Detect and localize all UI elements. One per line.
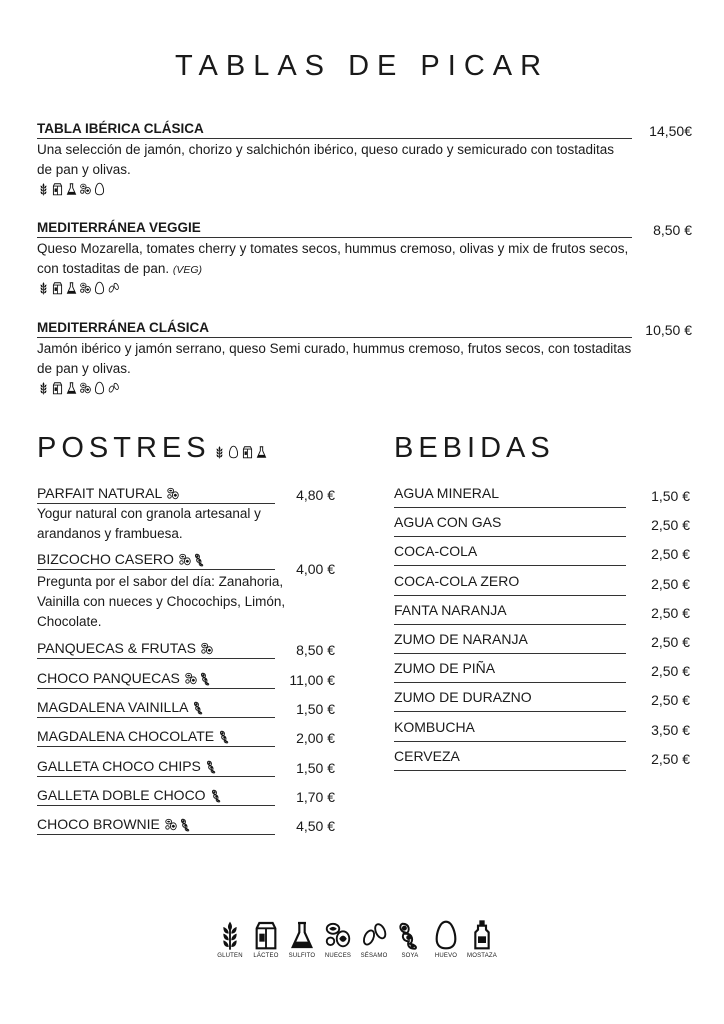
postre-name-line (37, 550, 275, 570)
sulfito-icon (65, 182, 78, 196)
legend-item (356, 917, 392, 959)
postre-name-line (37, 757, 275, 777)
nueces-icon (178, 552, 192, 567)
bebida-name-line (394, 688, 626, 712)
bebida-name-line (394, 601, 626, 625)
bebida-price: 2,50 € (651, 517, 690, 534)
legend-item (428, 917, 464, 959)
legend-label: LÁCTEO (253, 953, 279, 959)
tabla-item (37, 219, 692, 296)
postre-name: MAGDALENA CHOCOLATE (37, 728, 215, 744)
tabla-allergen-icons (37, 380, 692, 396)
bebida-name: ZUMO DE PIÑA (394, 660, 496, 677)
sulfito-icon (287, 919, 317, 951)
postre-price: 1,50 € (296, 701, 335, 717)
gluten-icon (37, 381, 50, 395)
tabla-price: 14,50€ (649, 123, 692, 139)
postre-name-line (37, 727, 275, 747)
bebida-name: AGUA MINERAL (394, 485, 500, 501)
legend-item (464, 917, 500, 959)
soya-icon (199, 671, 213, 686)
postre-name: MAGDALENA VAINILLA (37, 699, 189, 715)
tabla-desc-text: Una selección de jamón, chorizo y salchichón ibérico, queso curado y semicurado con tostaditas de pan y olivas. (37, 142, 615, 177)
tabla-name: MEDITERRÁNEA VEGGIE (37, 219, 632, 238)
gluten-icon (37, 281, 50, 295)
legend-label: SULFITO (288, 953, 316, 959)
postres-title-icons (213, 444, 268, 460)
bebida-name-line (394, 659, 626, 683)
postre-allergen-icons (205, 759, 219, 774)
soya-icon (218, 729, 232, 744)
postre-allergen-icons (218, 729, 232, 744)
tabla-allergen-icons (37, 181, 692, 197)
postre-name: PARFAIT NATURAL (37, 485, 163, 501)
tabla-price: 8,50 € (653, 222, 692, 238)
tabla-allergen-icons (37, 280, 692, 296)
legend-label: SOYA (401, 953, 419, 959)
soya-icon (179, 817, 193, 832)
legend-label: SÉSAMO (360, 953, 388, 959)
tabla-description (37, 339, 632, 380)
tabla-tag: (VEG) (172, 264, 203, 276)
sulfito-icon (65, 281, 78, 295)
bebida-name: FANTA NARANJA (394, 601, 507, 618)
postre-name-line (37, 698, 275, 718)
soya-icon (205, 759, 219, 774)
nueces-icon (79, 381, 92, 395)
bebida-name: AGUA CON GAS (394, 514, 502, 531)
huevo-icon (431, 919, 461, 951)
nueces-icon (200, 641, 214, 656)
bebida-price: 2,50 € (651, 692, 690, 709)
soya-icon (210, 788, 224, 803)
nueces-icon (164, 817, 178, 832)
bebida-name-line (394, 484, 626, 508)
lacteo-icon (251, 919, 281, 951)
bebida-name-line (394, 630, 626, 654)
postre-price: 4,50 € (296, 818, 335, 834)
postre-allergen-icons (210, 788, 224, 803)
postres-title (37, 432, 268, 465)
bebida-price: 1,50 € (651, 488, 690, 504)
bebida-name: CERVEZA (394, 747, 460, 764)
bebida-price: 2,50 € (651, 546, 690, 563)
postre-description: Pregunta por el sabor del día: Zanahoria, Vainilla con nueces y Chocochips, Limón, Chocolate. (37, 574, 286, 629)
sesamo-icon (359, 919, 389, 951)
huevo-icon (93, 182, 106, 196)
bebida-name-line (394, 542, 626, 566)
tabla-description (37, 239, 632, 280)
sulfito-icon (255, 445, 268, 459)
tabla-item (37, 319, 692, 396)
sesamo-icon (107, 381, 120, 395)
tabla-price: 10,50 € (645, 322, 692, 338)
postre-allergen-icons (200, 641, 214, 656)
bebida-price: 2,50 € (651, 604, 690, 621)
legend-item (392, 917, 428, 959)
soya-icon (193, 552, 207, 567)
nueces-icon (166, 486, 180, 501)
tabla-desc-text: Jamón ibérico y jamón serrano, queso Semi curado, hummus cremoso, frutos secos, con tostaditas de pan y olivas. (37, 341, 632, 376)
bebida-price: 2,50 € (651, 663, 690, 680)
postre-allergen-icons (164, 817, 193, 832)
bebida-price: 2,50 € (651, 575, 690, 592)
gluten-icon (213, 445, 226, 459)
legend-item (212, 917, 248, 959)
nueces-icon (184, 671, 198, 686)
postre-price: 8,50 € (296, 642, 335, 658)
postre-price: 4,00 € (296, 561, 335, 577)
postre-price: 1,50 € (296, 760, 335, 776)
bebida-name: KOMBUCHA (394, 718, 475, 735)
bebida-price: 3,50 € (651, 721, 690, 738)
postre-allergen-icons (192, 700, 206, 715)
legend-label: HUEVO (434, 953, 458, 959)
gluten-icon (215, 919, 245, 951)
postre-allergen-icons (166, 486, 180, 501)
postre-name: GALLETA DOBLE CHOCO (37, 787, 206, 803)
nueces-icon (79, 281, 92, 295)
allergen-legend (212, 917, 500, 959)
postre-name-line (37, 669, 275, 689)
gluten-icon (37, 182, 50, 196)
nueces-icon (323, 919, 353, 951)
postre-allergen-icons (184, 671, 213, 686)
legend-label: NUECES (324, 953, 352, 959)
tabla-item (37, 120, 692, 197)
legend-item (320, 917, 356, 959)
bebida-name-line (394, 718, 626, 742)
lacteo-icon (241, 445, 254, 459)
sesamo-icon (107, 281, 120, 295)
postres-title-text: POSTRES (37, 432, 211, 464)
mostaza-icon (467, 919, 497, 951)
postre-price: 11,00 € (289, 672, 335, 688)
tabla-name: MEDITERRÁNEA CLÁSICA (37, 319, 632, 338)
bebida-price: 2,50 € (651, 750, 690, 767)
postre-name-line (37, 786, 275, 806)
legend-label: MOSTAZA (467, 953, 497, 959)
bebidas-title: BEBIDAS (394, 432, 555, 464)
legend-item (248, 917, 284, 959)
lacteo-icon (51, 381, 64, 395)
bebida-name: COCA-COLA (394, 543, 478, 560)
bebida-name-line (394, 572, 626, 596)
postre-name: CHOCO BROWNIE (37, 816, 160, 832)
bebida-price: 2,50 € (651, 634, 690, 650)
bebida-name: COCA-COLA ZERO (394, 572, 520, 589)
tabla-desc-text: Queso Mozarella, tomates cherry y tomates secos, hummus cremoso, olivas y mix de frutos secos, con tostaditas de pan. (37, 241, 629, 276)
postre-name: BIZCOCHO CASERO (37, 551, 174, 567)
postre-name-line (37, 484, 275, 504)
bebida-name-line (394, 747, 626, 771)
postre-price: 4,80 € (296, 487, 335, 503)
postre-name-line (37, 815, 275, 835)
bebida-name: ZUMO DE DURAZNO (394, 689, 532, 706)
nueces-icon (79, 182, 92, 196)
postre-name: CHOCO PANQUECAS (37, 670, 180, 686)
postre-name-line (37, 639, 275, 659)
bebida-name: ZUMO DE NARANJA (394, 631, 528, 647)
page-title: TABLAS DE PICAR (174, 50, 550, 82)
postre-name: PANQUECAS & FRUTAS (37, 640, 196, 656)
huevo-icon (227, 445, 240, 459)
legend-item (284, 917, 320, 959)
postre-allergen-icons (178, 552, 207, 567)
sulfito-icon (65, 381, 78, 395)
lacteo-icon (51, 281, 64, 295)
postre-price: 2,00 € (296, 730, 335, 746)
tabla-description (37, 140, 632, 181)
soya-icon (395, 919, 425, 951)
postre-description: Yogur natural con granola artesanal y arandanos y frambuesa. (37, 506, 261, 541)
lacteo-icon (51, 182, 64, 196)
legend-label: GLUTEN (217, 953, 243, 959)
tabla-name: TABLA IBÉRICA CLÁSICA (37, 120, 632, 139)
postre-price: 1,70 € (296, 789, 335, 805)
bebida-name-line (394, 513, 626, 537)
postre-name: GALLETA CHOCO CHIPS (37, 758, 201, 774)
soya-icon (192, 700, 206, 715)
huevo-icon (93, 281, 106, 295)
huevo-icon (93, 381, 106, 395)
